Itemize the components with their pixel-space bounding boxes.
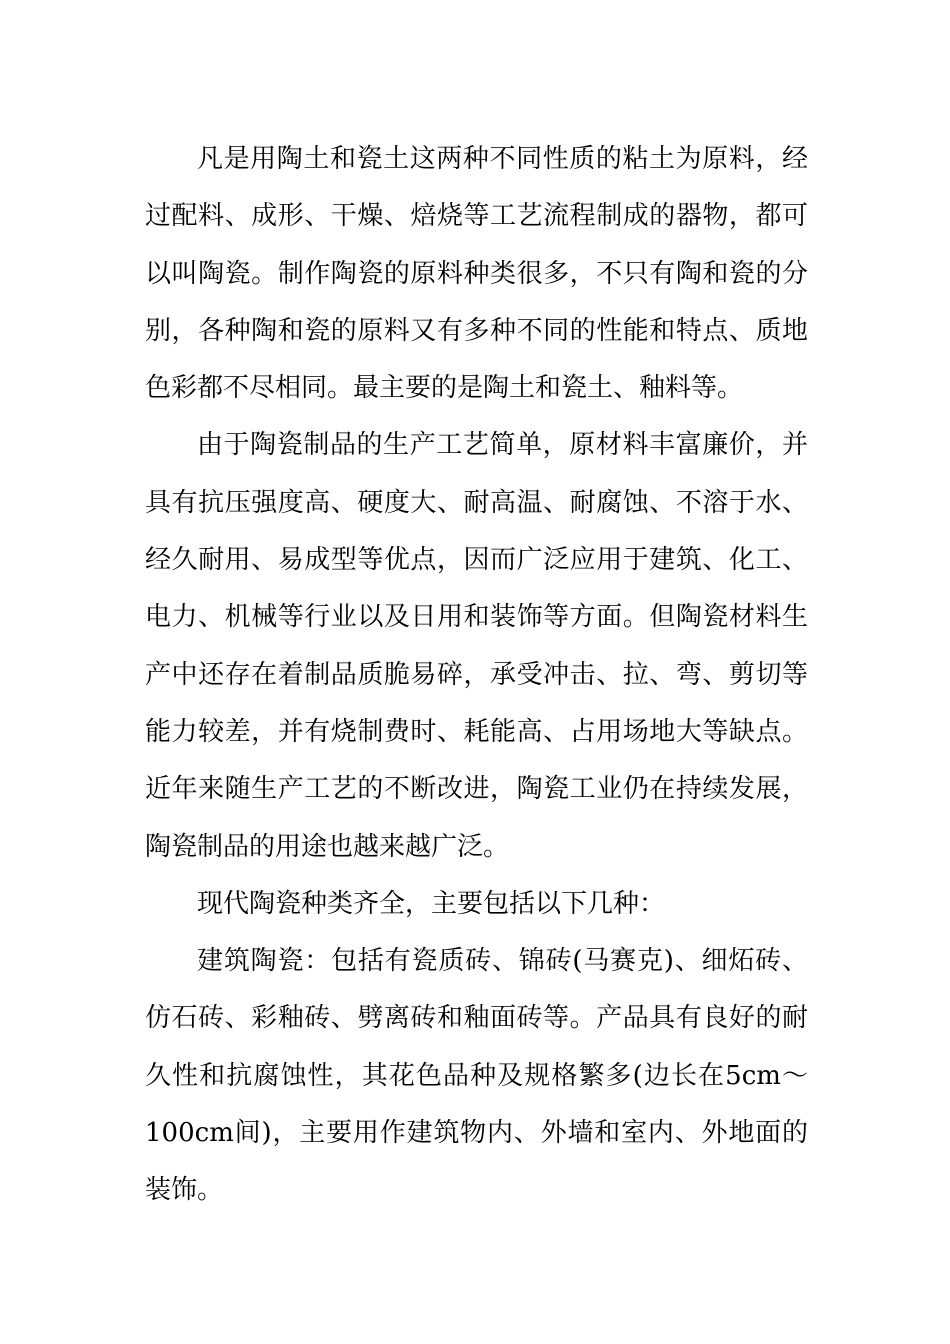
paragraph-architectural-ceramics: 建筑陶瓷：包括有瓷质砖、锦砖(马赛克)、细炻砖、仿石砖、彩釉砖、劈离砖和釉面砖等。产品具有良好的耐久性和抗腐蚀性，其花色品种及规格繁多(边长在5cm～100cm间)，主要用作建筑物内、外墙和室内、外地面的装饰。	[145, 946, 808, 1206]
document-body	[145, 131, 808, 1220]
paragraph-ceramics-definition: 凡是用陶土和瓷土这两种不同性质的粘土为原料，经过配料、成形、干燥、焙烧等工艺流程制成的器物，都可以叫陶瓷。制作陶瓷的原料种类很多，不只有陶和瓷的分别，各种陶和瓷的原料又有多种不同的性能和特点、质地色彩都不尽相同。最主要的是陶土和瓷土、釉料等。	[145, 144, 808, 404]
paragraph-ceramics-properties: 由于陶瓷制品的生产工艺简单，原材料丰富廉价，并具有抗压强度高、硬度大、耐高温、耐腐蚀、不溶于水、经久耐用、易成型等优点，因而广泛应用于建筑、化工、电力、机械等行业以及日用和装饰等方面。但陶瓷材料生产中还存在着制品质脆易碎，承受冲击、拉、弯、剪切等能力较差，并有烧制费时、耗能高、占用场地大等缺点。近年来随生产工艺的不断改进，陶瓷工业仍在持续发展，陶瓷制品的用途也越来越广泛。	[145, 430, 808, 862]
paragraph-ceramics-types-intro: 现代陶瓷种类齐全，主要包括以下几种：	[197, 888, 666, 919]
